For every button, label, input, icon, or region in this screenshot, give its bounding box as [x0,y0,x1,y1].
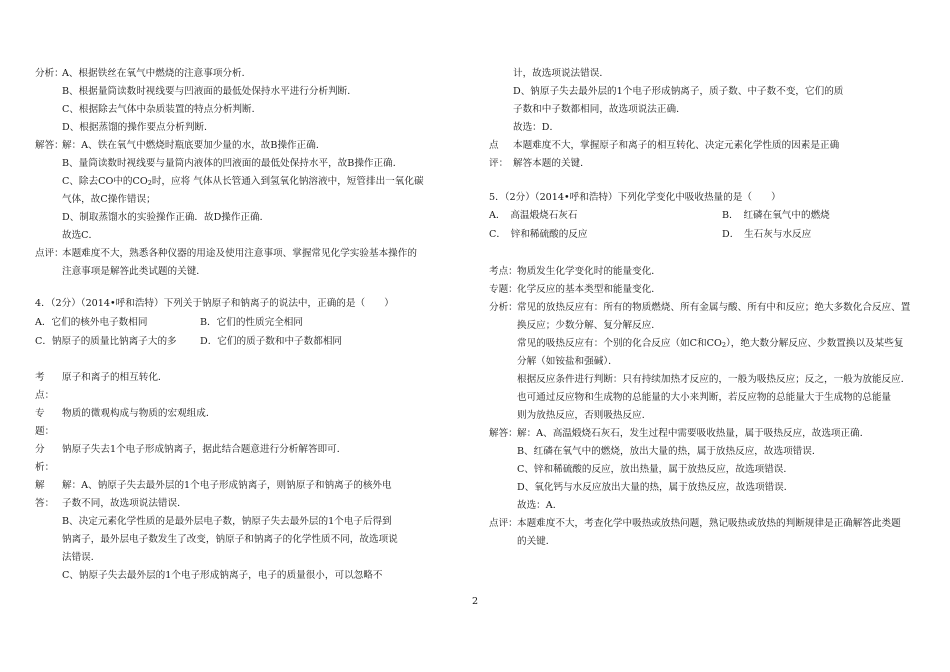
comment-label: 点 [489,140,499,151]
analysis-line: 常见的吸热反应有：个别的化合反应（如C和$CO_2$），绝大数分解反应、少数置换以及某些复 [517,338,904,349]
solution-label: 答： [35,498,55,509]
comment-line: 注意事项是解答此类试题的关键． [62,266,206,277]
analysis-line: 则为放热反应，否则吸热反应． [517,410,652,421]
analysis-line: D、根据蒸馏的操作要点分析判断． [62,122,214,133]
topic-label: 专 [35,408,45,419]
knowledge-text: 物质发生化学变化时的能量变化． [517,266,661,277]
option-a: A． 高温煅烧石灰石 [489,210,578,221]
solution-line: 钠离子，最外层电子数发生了改变，钠原子和钠离子的化学性质不同，故选项说 [62,534,398,545]
comment-label: 点评： [489,518,518,529]
analysis-line: 根据反应条件进行判断：只有持续加热才反应的，一般为吸热反应；反之，一般为放能反应． [517,374,911,385]
topic-text: 化学反应的基本类型和能量变化． [517,284,661,295]
analysis-label: 分析： [489,302,518,313]
analysis-line: B、根据量筒读数时视线要与凹液面的最低处保持水平进行分析判断． [62,86,357,97]
question-4-header: 4．（2分）（2014•呼和浩特）下列关于钠原子和钠离子的说法中，正确的是（ ） [35,298,394,309]
solution-line: 子数和中子数都相同，故选项说法正确． [513,104,686,115]
topic-label: 专题： [489,284,518,295]
solution-label: 解 [35,480,45,491]
analysis-label: 析： [35,462,55,473]
solution-line: D、制取蒸馏水的实验操作正确．故D操作正确． [62,212,270,223]
option-b: B． 红磷在氧气中的燃烧 [722,210,830,221]
analysis-line: C、根据除去气体中杂质装置的特点分析判断． [62,104,262,115]
knowledge-text: 原子和离子的相互转化． [62,372,168,383]
comment-line: 本题难度不大，掌握原子和离子的相互转化、决定元素化学性质的因素是正确 [513,140,840,151]
knowledge-label: 点： [35,390,55,401]
solution-line: B、红磷在氧气中的燃烧，放出大量的热，属于放热反应，故选项错误． [517,446,822,457]
solution-line: 气体，故C操作错误； [62,194,156,205]
solution-line: 解：A、铁在氧气中燃烧时瓶底要加少量的水，故B操作正确． [62,140,326,151]
topic-text: 物质的微观构成与物质的宏观组成． [62,408,216,419]
topic-label: 题： [35,426,55,437]
comment-line: 的关键． [517,536,556,547]
solution-line: 解：A、钠原子失去最外层的1个电子形成钠离子，则钠原子和钠离子的核外电 [62,480,392,491]
option-b: B．它们的性质完全相同 [200,317,303,328]
solution-line: C、锌和稀硫酸的反应，放出热量，属于放热反应，故选项错误． [517,464,793,475]
option-a: A．它们的核外电子数相同 [35,317,148,328]
knowledge-label: 考 [35,372,45,383]
solution-line: D、氧化钙与水反应放出大量的热，属于放热反应，故选项错误． [517,482,794,493]
solution-line: D、钠原子失去最外层的1个电子形成钠离子，质子数、中子数不变，它们的质 [513,86,844,97]
solution-line: 解：A、高温煅烧石灰石，发生过程中需要吸收热量，属于吸热反应，故选项正确． [517,428,870,439]
solution-line: C、钠原子失去最外层的1个电子形成钠离子，电子的质量很小，可以忽略不 [62,570,383,581]
solution-line: B、决定元素化学性质的是最外层电子数，钠原子失去最外层的1个电子后得到 [62,516,392,527]
solution-line: 法错误． [62,552,101,563]
comment-label: 点评： [35,248,64,259]
analysis-line: 分解（如铵盐和强碱）． [517,356,618,367]
solution-label: 解答： [489,428,518,439]
comment-line: 本题难度不大，考查化学中吸热或放热问题，熟记吸热或放热的判断规律是正确解答此类题 [517,518,901,529]
question-5-header: 5．（2分）（2014•呼和浩特）下列化学变化中吸收热量的是（ ） [489,192,781,203]
analysis-text: 钠原子失去1个电子形成钠离子，据此结合题意进行分析解答即可． [62,444,347,455]
analysis-line: A、根据铁丝在氧气中燃烧的注意事项分析． [62,68,252,79]
solution-line: B、量筒读数时视线要与量筒内液体的凹液面的最低处保持水平，故B操作正确． [62,158,403,169]
option-c: C． 锌和稀硫酸的反应 [489,229,588,240]
analysis-line: 换反应；少数分解、复分解反应． [517,320,661,331]
comment-line: 解答本题的关键． [513,158,590,169]
analysis-line: 常见的放热反应有：所有的物质燃烧、所有金属与酸、所有中和反应；绝大多数化合反应、置 [517,302,911,313]
answer-line: 故选：A． [517,500,563,511]
comment-line: 本题难度不大，熟悉各种仪器的用途及使用注意事项、掌握常见化学实验基本操作的 [62,248,417,259]
analysis-line: 也可通过反应物和生成物的总能量的大小来判断，若反应物的总能量大于生成物的总能量 [517,392,892,403]
option-c: C．钠原子的质量比钠离子大的多 [35,336,177,347]
analysis-label: 分析： [35,68,64,79]
page-number: 2 [472,596,479,607]
solution-line: C、除去CO中的$CO_2$时，应将 气体从长管通入到氢氧化钠溶液中，短管排出一氧化碳 [62,176,424,187]
answer-line: 故选C． [62,230,99,241]
solution-line: 子数不同，故选项说法错误． [62,498,187,509]
knowledge-label: 考点： [489,266,518,277]
option-d: D． 生石灰与水反应 [722,229,812,240]
comment-label: 评： [489,158,509,169]
solution-line: 计，故选项说法错误． [513,68,609,79]
solution-label: 解答： [35,140,64,151]
option-d: D．它们的质子数和中子数都相同 [200,336,343,347]
answer-line: 故选：D． [513,122,560,133]
analysis-label: 分 [35,444,45,455]
